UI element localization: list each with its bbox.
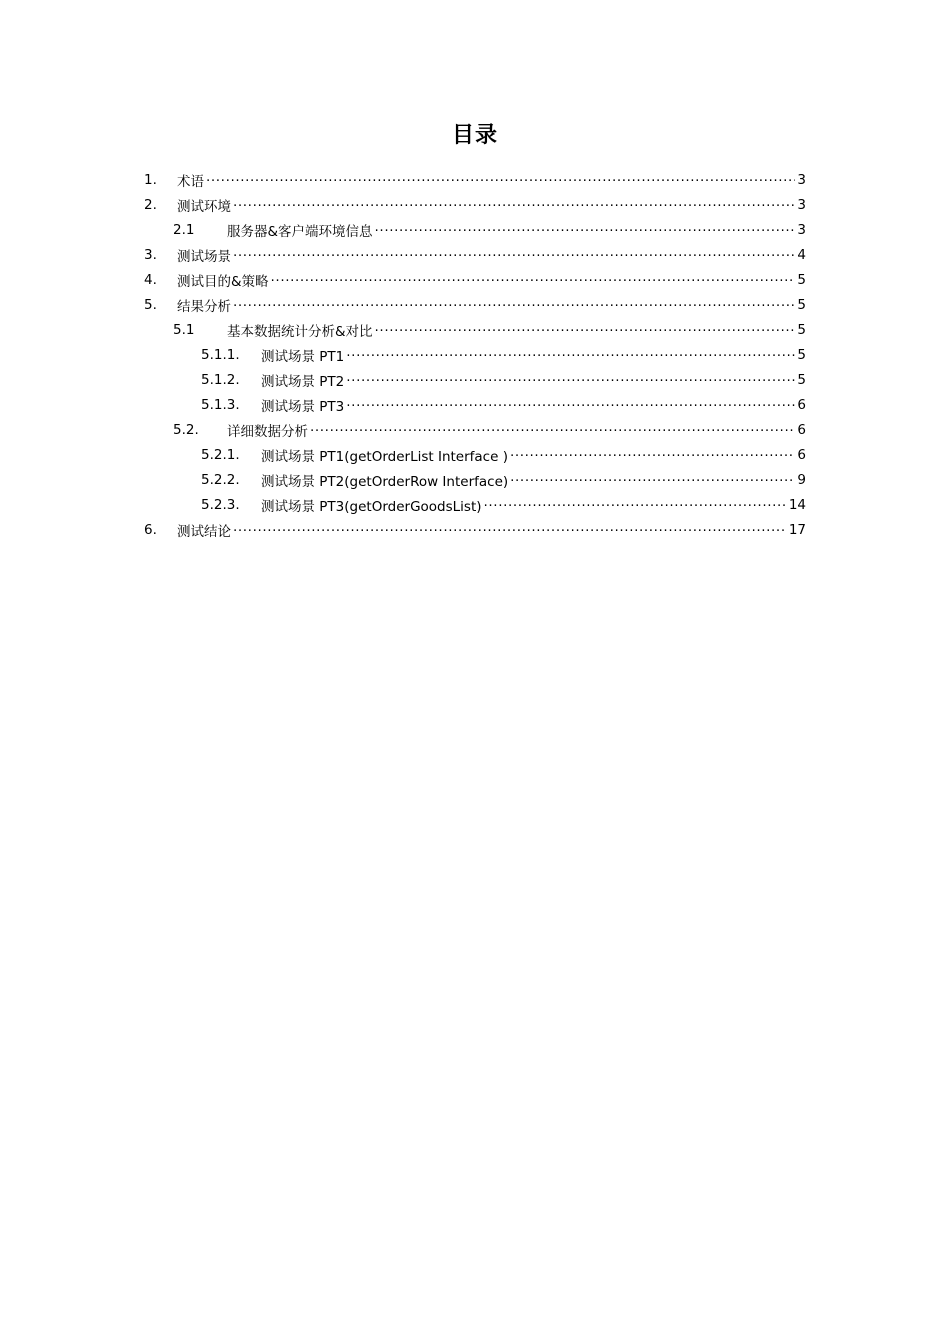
dot-leader [233, 198, 795, 212]
toc-entry[interactable] [144, 392, 806, 417]
toc-entry-page: 5 [797, 321, 806, 338]
toc-entry-page: 6 [797, 421, 806, 438]
toc-entry-page: 9 [797, 471, 806, 488]
toc-entry-title: 基本数据统计分析&对比 [227, 323, 373, 340]
toc-entry-number: 5.1.3. [201, 396, 240, 413]
toc-entry[interactable] [144, 417, 806, 442]
toc-entry[interactable] [144, 217, 806, 242]
toc-entry-number: 5.1.1. [201, 346, 240, 363]
toc-entry[interactable] [144, 342, 806, 367]
toc-entry[interactable] [144, 292, 806, 317]
toc-entry-title: 测试结论 [177, 523, 231, 540]
dot-leader [233, 523, 787, 537]
toc-entry-number: 3. [144, 246, 157, 263]
toc-entry[interactable] [144, 192, 806, 217]
toc-entry-number: 1. [144, 171, 157, 188]
toc-entry-number: 2.1 [173, 221, 195, 238]
toc-entry-number: 6. [144, 521, 157, 538]
toc-entry[interactable] [144, 442, 806, 467]
toc-entry-number: 5.2.2. [201, 471, 240, 488]
toc-entry-page: 5 [797, 271, 806, 288]
toc-entry-page: 3 [797, 171, 806, 188]
toc-entry[interactable] [144, 467, 806, 492]
toc-entry-title: 术语 [177, 173, 204, 190]
toc-entry-number: 5.2.3. [201, 496, 240, 513]
dot-leader [484, 498, 787, 512]
dot-leader [510, 448, 795, 462]
toc-entry-title: 测试环境 [177, 198, 231, 215]
toc-entry[interactable] [144, 267, 806, 292]
toc-entry-number: 5. [144, 296, 157, 313]
toc-entry[interactable] [144, 317, 806, 342]
toc-entry[interactable] [144, 167, 806, 192]
toc-entry-title: 服务器&客户端环境信息 [227, 223, 373, 240]
toc-entry-page: 3 [797, 196, 806, 213]
toc-entry-page: 6 [797, 396, 806, 413]
toc-entry-title: 测试场景 PT2(getOrderRow Interface) [261, 473, 509, 490]
toc-entry-page: 4 [797, 246, 806, 263]
toc-entry-page: 14 [788, 496, 806, 513]
toc-entry-number: 5.1.2. [201, 371, 240, 388]
toc-entry[interactable] [144, 242, 806, 267]
dot-leader [206, 173, 795, 187]
toc-entry[interactable] [144, 367, 806, 392]
page-title: 目录 [451, 123, 498, 148]
dot-leader [233, 248, 795, 262]
toc-entry-number: 5.1 [173, 321, 195, 338]
toc-entry-page: 17 [788, 521, 806, 538]
dot-leader [375, 323, 796, 337]
toc-entry-number: 4. [144, 271, 157, 288]
toc-entry-title: 测试场景 [177, 248, 231, 265]
dot-leader [271, 273, 796, 287]
toc-entry-title: 测试目的&策略 [177, 273, 269, 290]
dot-leader [346, 348, 795, 362]
toc-entry-title: 结果分析 [177, 298, 231, 315]
toc-entry-number: 5.2. [173, 421, 199, 438]
toc-entry[interactable] [144, 492, 806, 517]
dot-leader [310, 423, 795, 437]
dot-leader [233, 298, 795, 312]
dot-leader [375, 223, 796, 237]
toc-entry-page: 6 [797, 446, 806, 463]
toc-entry-title: 测试场景 PT3(getOrderGoodsList) [261, 498, 482, 515]
toc-entry-page: 5 [797, 296, 806, 313]
toc-entry-title: 测试场景 PT2 [261, 373, 345, 390]
toc-entry[interactable] [144, 517, 806, 542]
dot-leader [346, 398, 795, 412]
toc-entry-page: 5 [797, 371, 806, 388]
toc-entry-title: 详细数据分析 [227, 423, 308, 440]
toc-entry-title: 测试场景 PT1(getOrderList Interface ) [261, 448, 508, 465]
dot-leader [346, 373, 795, 387]
toc-entry-title: 测试场景 PT1 [261, 348, 345, 365]
toc-entry-number: 2. [144, 196, 157, 213]
toc-entry-page: 3 [797, 221, 806, 238]
dot-leader [510, 473, 795, 487]
toc-entry-number: 5.2.1. [201, 446, 240, 463]
toc-entry-page: 5 [797, 346, 806, 363]
table-of-contents [144, 167, 806, 542]
toc-entry-title: 测试场景 PT3 [261, 398, 345, 415]
